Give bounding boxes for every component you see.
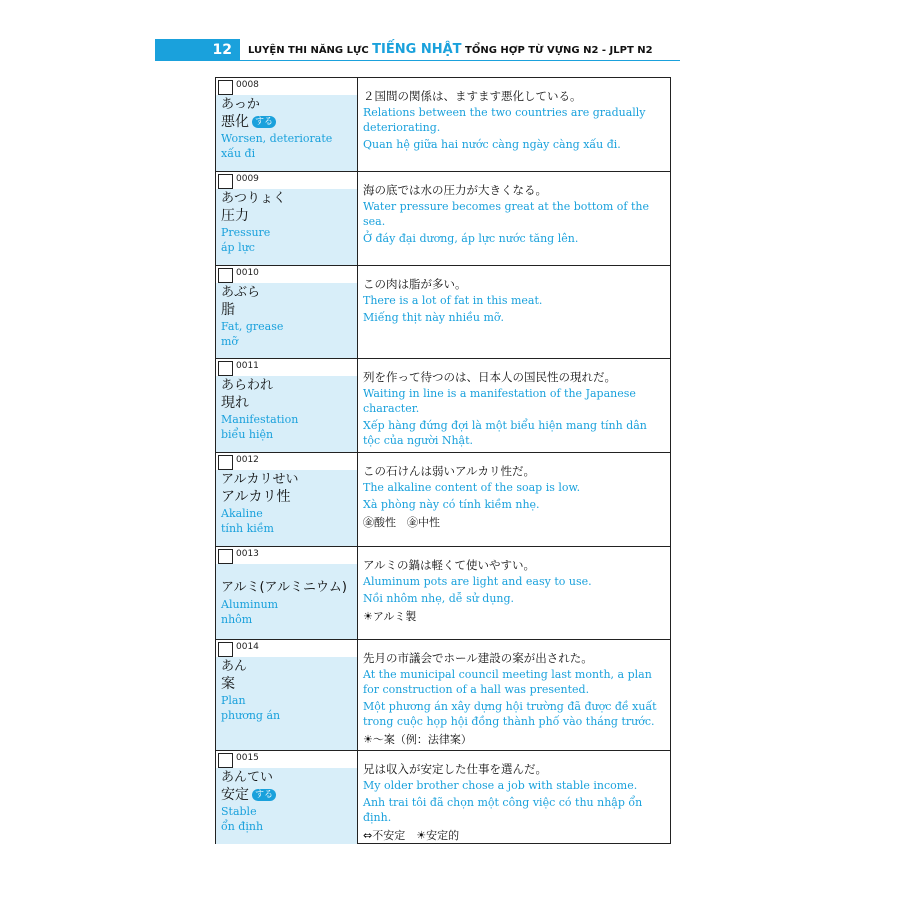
term-english: Worsen, deteriorate	[221, 132, 333, 145]
title-part2: TỔNG HỢP TỪ VỰNG N2 - JLPT N2	[461, 45, 653, 56]
checkbox[interactable]	[218, 361, 233, 376]
entry-number: 0015	[236, 753, 259, 763]
example-cell	[363, 751, 666, 844]
example-english: There is a lot of fat in this meat.	[363, 294, 543, 307]
term-kanji: アルミ(アルミニウム)	[221, 580, 347, 595]
term-kanji: 案	[221, 676, 235, 692]
example-vietnamese: Anh trai tôi đã chọn một công việc có thu nhập ổn định.	[363, 796, 643, 824]
entry-number: 0013	[236, 549, 259, 559]
term-vietnamese: ổn định	[221, 820, 264, 833]
term-kana: あぶら	[221, 285, 261, 300]
entry-number: 0009	[236, 174, 259, 184]
vocab-row	[216, 358, 670, 453]
vocab-row	[216, 546, 670, 640]
term-vietnamese: áp lực	[221, 241, 255, 254]
example-japanese: ２国間の関係は、ますます悪化している。	[363, 89, 582, 103]
suru-badge: する	[252, 116, 276, 128]
vocab-term-cell	[216, 172, 358, 266]
term-kanji: アルカリ性	[221, 489, 291, 505]
related-words-note: ☀アルミ製	[363, 610, 417, 623]
example-cell	[363, 640, 666, 751]
example-cell	[363, 172, 666, 266]
term-vietnamese: tính kiềm	[221, 522, 274, 535]
title-part1: LUYỆN THI NĂNG LỰC	[248, 45, 373, 56]
related-words-note: ☀～案（例：法律案）	[363, 733, 472, 746]
term-kana: あんてい	[221, 770, 274, 785]
vocab-term-cell	[216, 78, 358, 171]
example-vietnamese: Miếng thịt này nhiều mỡ.	[363, 311, 505, 324]
term-english: Akaline	[221, 507, 263, 520]
entry-number: 0010	[236, 268, 259, 278]
term-vietnamese: xấu đi	[221, 147, 256, 160]
example-cell	[363, 547, 666, 640]
term-vietnamese: phương án	[221, 709, 281, 722]
term-english: Aluminum	[221, 598, 279, 611]
header-rule	[240, 60, 680, 61]
checkbox[interactable]	[218, 642, 233, 657]
example-vietnamese: Nồi nhôm nhẹ, dễ sử dụng.	[363, 592, 515, 605]
entry-number: 0012	[236, 455, 259, 465]
suru-badge: する	[252, 789, 276, 801]
example-vietnamese: Một phương án xây dựng hội trường đã được đề xuất trong cuộc họp hội đồng thành phố vào tháng trước.	[363, 700, 657, 728]
example-vietnamese: Quan hệ giữa hai nước càng ngày càng xấu đi.	[363, 138, 621, 151]
example-english: Aluminum pots are light and easy to use.	[363, 575, 592, 588]
example-english: The alkaline content of the soap is low.	[363, 481, 581, 494]
example-vietnamese: Ở đáy đại dương, áp lực nước tăng lên.	[363, 232, 579, 245]
term-vietnamese: nhôm	[221, 613, 253, 626]
page-number: 12	[155, 39, 240, 61]
term-kanji: 圧力	[221, 208, 249, 224]
page-title	[248, 39, 653, 61]
checkbox[interactable]	[218, 174, 233, 189]
entry-number: 0014	[236, 642, 259, 652]
term-kana: あん	[221, 659, 248, 674]
vocab-term-cell	[216, 751, 358, 844]
vocabulary-table	[215, 77, 671, 844]
example-japanese: 兄は収入が安定した仕事を選んだ。	[363, 762, 547, 776]
term-english: Stable	[221, 805, 257, 818]
vocab-row	[216, 78, 670, 171]
vocab-term-cell	[216, 547, 358, 640]
example-english: My older brother chose a job with stable income.	[363, 779, 638, 792]
example-english: Waiting in line is a manifestation of the Japanese character.	[363, 387, 636, 415]
related-words-note: ㊎酸性 ㊎中性	[363, 516, 440, 529]
example-english: Water pressure becomes great at the bottom of the sea.	[363, 200, 649, 228]
term-vietnamese: biểu hiện	[221, 428, 274, 441]
example-japanese: 海の底では水の圧力が大きくなる。	[363, 183, 547, 197]
checkbox[interactable]	[218, 268, 233, 283]
example-cell	[363, 359, 666, 453]
vocab-term-cell	[216, 453, 358, 547]
example-japanese: この石けんは弱いアルカリ性だ。	[363, 464, 536, 478]
term-kana: アルカリせい	[221, 472, 299, 487]
example-cell	[363, 266, 666, 359]
example-japanese: 先月の市議会でホール建設の案が出された。	[363, 651, 593, 665]
example-vietnamese: Xếp hàng đứng đợi là một biểu hiện mang tính dân tộc của người Nhật.	[363, 419, 647, 447]
example-english: At the municipal council meeting last month, a plan for construction of a hall was presented.	[363, 668, 652, 696]
example-japanese: この肉は脂が多い。	[363, 277, 467, 291]
term-english: Manifestation	[221, 413, 299, 426]
term-kanji: 安定	[221, 787, 249, 803]
page-header	[155, 39, 685, 61]
example-english: Relations between the two countries are gradually deteriorating.	[363, 106, 646, 134]
term-kanji: 脂	[221, 302, 235, 318]
term-kana: あっか	[221, 97, 260, 112]
entry-number: 0008	[236, 80, 259, 90]
example-cell	[363, 78, 666, 171]
vocab-term-cell	[216, 640, 358, 751]
related-words-note: ⇔不安定 ☀安定的	[363, 829, 460, 842]
checkbox[interactable]	[218, 549, 233, 564]
term-kanji: 悪化	[221, 114, 249, 130]
entry-number: 0011	[236, 361, 259, 371]
term-english: Plan	[221, 694, 246, 707]
example-cell	[363, 453, 666, 547]
example-japanese: 列を作って待つのは、日本人の国民性の現れだ。	[363, 370, 616, 384]
term-kana: あつりょく	[221, 191, 287, 206]
checkbox[interactable]	[218, 80, 233, 95]
term-vietnamese: mỡ	[221, 335, 239, 348]
checkbox[interactable]	[218, 753, 233, 768]
vocab-row	[216, 452, 670, 547]
term-kana: あらわれ	[221, 378, 274, 393]
vocab-term-cell	[216, 359, 358, 453]
vocab-row	[216, 265, 670, 359]
example-vietnamese: Xà phòng này có tính kiềm nhẹ.	[363, 498, 540, 511]
example-japanese: アルミの鍋は軽くて使いやすい。	[363, 558, 536, 572]
term-english: Fat, grease	[221, 320, 284, 333]
title-highlight: TIẾNG NHẬT	[372, 42, 462, 57]
term-kanji: 現れ	[221, 395, 249, 411]
checkbox[interactable]	[218, 455, 233, 470]
vocab-row	[216, 639, 670, 751]
vocab-row	[216, 171, 670, 266]
term-english: Pressure	[221, 226, 271, 239]
vocab-row	[216, 750, 670, 844]
vocab-term-cell	[216, 266, 358, 359]
